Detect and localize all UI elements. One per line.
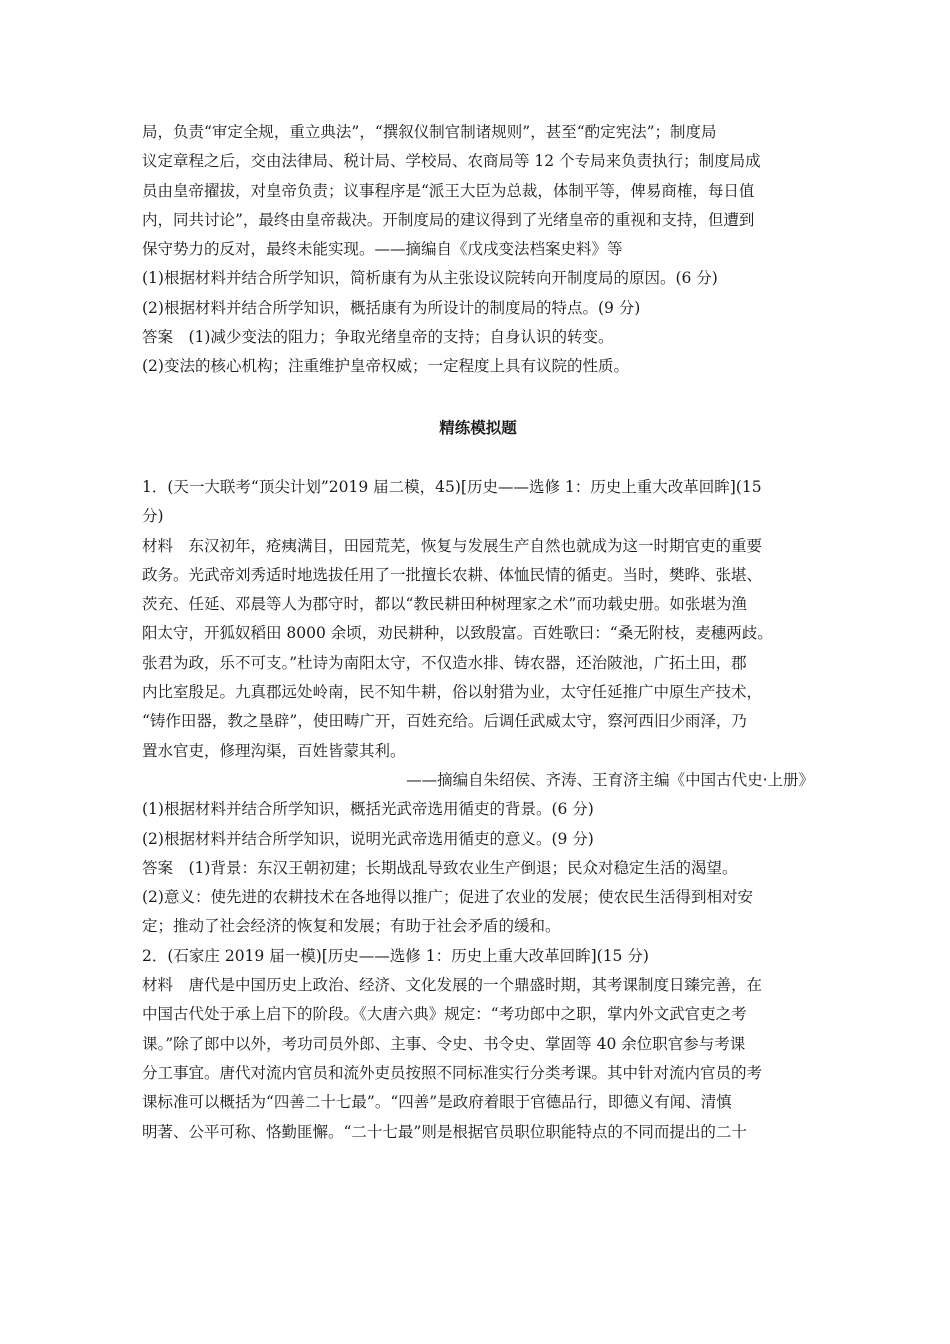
document-page xyxy=(142,118,814,1147)
intro-question-2: (2)根据材料并结合所学知识，概括康有为所设计的制度局的特点。(9 分) xyxy=(142,298,641,317)
question-2 xyxy=(142,942,814,1147)
question-line: (2)根据材料并结合所学知识，说明光武帝选用循吏的意义。(9 分) xyxy=(142,829,594,848)
material-line: 明著、公平可称、恪勤匪懈。“二十七最”则是根据官员职位职能特点的不同而提出的二十 xyxy=(142,1122,747,1141)
section-title: 精练模拟题 xyxy=(439,417,517,437)
material-line: 课。”除了郎中以外，考功司员外郎、主事、令史、书令史、掌固等 40 余位职官参与考课 xyxy=(142,1034,746,1053)
question-line: (1)根据材料并结合所学知识，概括光武帝选用循吏的背景。(6 分) xyxy=(142,800,594,819)
question-1-header: 分) xyxy=(142,507,164,526)
question-1 xyxy=(142,473,814,942)
intro-line: 内，同共讨论”，最终由皇帝裁决。开制度局的建议得到了光绪皇帝的重视和支持，但遭到 xyxy=(142,210,755,229)
material-line: 分工事宜。唐代对流内官员和流外吏员按照不同标准实行分类考课。其中针对流内官员的考 xyxy=(142,1063,763,1082)
material-line: 阳太守，开狐奴稻田 8000 余顷，劝民耕种，以致殷富。百姓歌曰：“桑无附枝，麦穗两歧。 xyxy=(142,624,773,643)
material-line: 茨充、任延、邓晨等人为郡守时，都以“教民耕田种树理家之术”而功载史册。如张堪为渔 xyxy=(142,595,747,614)
intro-question-1: (1)根据材料并结合所学知识，简析康有为从主张设议院转向开制度局的原因。(6 分) xyxy=(142,269,718,288)
material-line: “铸作田器，教之垦辟”，使田畴广开，百姓充给。后调任武威太守，察河西旧少雨泽，乃 xyxy=(142,712,747,731)
intro-line: 保守势力的反对，最终未能实现。——摘编自《戊戌变法档案史料》等 xyxy=(142,240,623,259)
intro-answer-2: (2)变法的核心机构；注重维护皇帝权威；一定程度上具有议院的性质。 xyxy=(142,357,629,376)
material-line: 张君为政，乐不可支。”杜诗为南阳太守，不仅造水排、铸农器，还治陂池，广拓土田，郡 xyxy=(142,653,747,672)
answer-line: 定；推动了社会经济的恢复和发展；有助于社会矛盾的缓和。 xyxy=(142,917,561,936)
intro-line: 议定章程之后，交由法律局、税计局、学校局、农商局等 12 个专局来负责执行；制度局成 xyxy=(142,152,761,171)
material-line: 材料 唐代是中国历史上政治、经济、文化发展的一个鼎盛时期，其考课制度日臻完善，在 xyxy=(142,976,763,995)
material-line: 材料 东汉初年，疮痍满目，田园荒芜，恢复与发展生产自然也就成为这一时期官吏的重要 xyxy=(142,536,763,555)
material-source: ——摘编自朱绍侯、齐涛、王育济主编《中国古代史·上册》 xyxy=(406,770,814,789)
answer-line: (2)意义：使先进的农耕技术在各地得以推广；促进了农业的发展；使农民生活得到相对安 xyxy=(142,888,753,907)
material-line: 课标准可以概括为“四善二十七最”。“四善”是政府着眼于官德品行，即德义有闻、清慎 xyxy=(142,1093,732,1112)
material-line: 内比室殷足。九真郡远处岭南，民不知牛耕，俗以射猎为业，太守任延推广中原生产技术， xyxy=(142,683,763,702)
question-1-header: 1．(天一大联考“顶尖计划”2019 届二模，45)[历史——选修 1：历史上重大改革回眸](15 xyxy=(142,477,762,496)
material-line: 政务。光武帝刘秀适时地选拔任用了一批擅长农耕、体恤民情的循吏。当时，樊晔、张堪、 xyxy=(142,565,763,584)
intro-line: 局，负责“审定全规，重立典法”，“撰叙仪制官制诸规则”，甚至“酌定宪法”；制度局 xyxy=(142,123,717,141)
intro-line: 员由皇帝擢拔，对皇帝负责；议事程序是“派王大臣为总裁，体制平等，俾易商榷，每日值 xyxy=(142,181,755,200)
material-line: 中国古代处于承上启下的阶段。《大唐六典》规定：“考功郎中之职，掌内外文武官吏之考 xyxy=(142,1005,747,1024)
material-line: 置水官吏，修理沟渠，百姓皆蒙其利。 xyxy=(142,741,406,760)
intro-block xyxy=(142,118,814,382)
answer-line: 答案 (1)背景：东汉王朝初建；长期战乱导致农业生产倒退；民众对稳定生活的渴望。 xyxy=(142,858,738,877)
question-2-header: 2．(石家庄 2019 届一模)[历史——选修 1：历史上重大改革回眸](15 分) xyxy=(142,946,649,965)
intro-answer-1: 答案 (1)减少变法的阻力；争取光绪皇帝的支持；自身认识的转变。 xyxy=(142,328,614,347)
